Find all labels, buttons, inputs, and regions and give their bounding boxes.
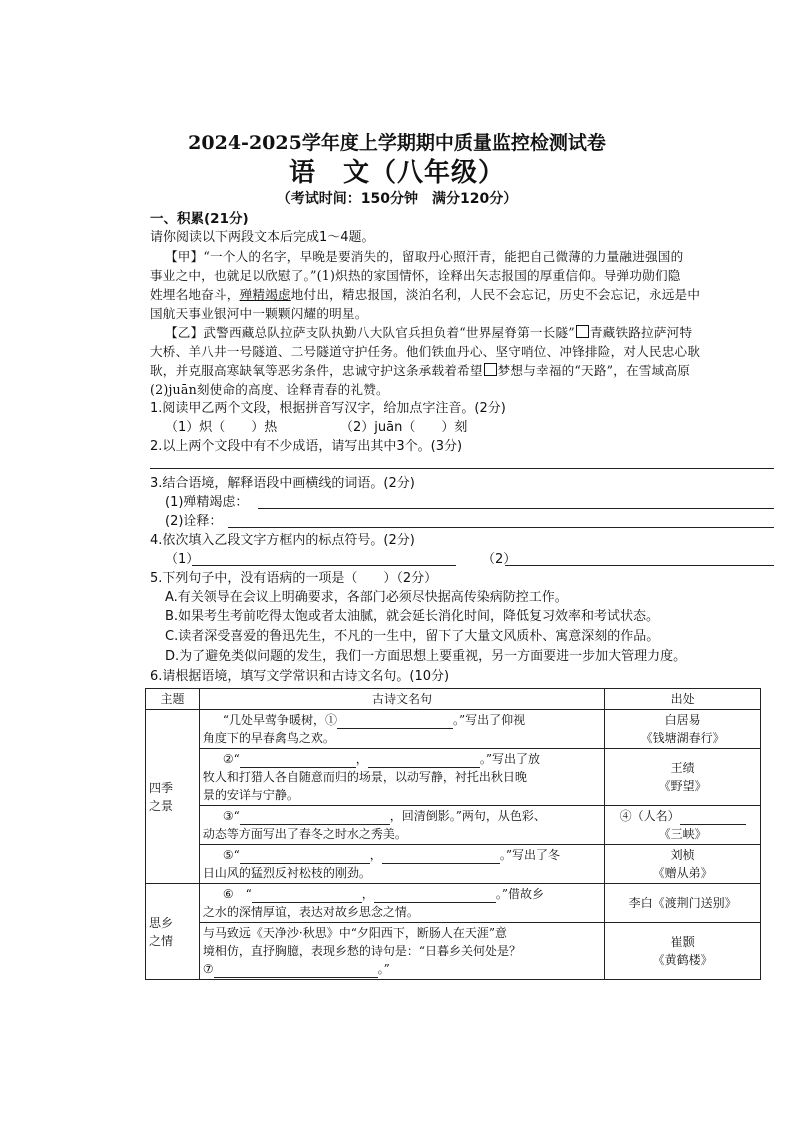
table-row bbox=[146, 710, 761, 749]
section-instruction: 请你阅读以下两段文本后完成1～4题。 bbox=[150, 230, 375, 245]
q5-option-d[interactable]: D.为了避免类似问题的发生，我们一方面思想上要重视，另一方面要进一步加大管理力度。 bbox=[165, 649, 687, 664]
table-row bbox=[146, 749, 761, 806]
poem-cell-4: ⑤“ ， 。”写出了冬 日山风的猛烈反衬松枝的刚劲。 bbox=[199, 845, 604, 884]
blank-4[interactable] bbox=[680, 811, 746, 825]
answer-line-q3a[interactable] bbox=[258, 508, 774, 509]
table-row bbox=[146, 806, 761, 845]
punctuation-box-1[interactable] bbox=[576, 325, 589, 338]
table-row bbox=[146, 884, 761, 923]
header-theme: 主题 bbox=[146, 689, 200, 710]
blank-3[interactable] bbox=[240, 811, 390, 825]
header-source: 出处 bbox=[605, 689, 761, 710]
poem-cell-3: ③“ ，回清倒影。”两句，从色彩、 动态等方面写出了春冬之时水之秀美。 bbox=[199, 806, 604, 845]
poem-cell-5: ⑥ “ ， 。”借故乡 之水的深情厚谊，表达对故乡思念之情。 bbox=[199, 884, 604, 923]
source-cell-5: 李白《渡荆门送别》 bbox=[605, 884, 761, 923]
q5-option-a[interactable]: A.有关领导在会议上明确要求，各部门必须尽快据高传染病防控工作。 bbox=[165, 590, 568, 605]
passage-jia-line3: 姓埋名地奋斗，殚精竭虑地付出，精忠报国，淡泊名利，人民不会忘记，历史不会忘记，永远是中 bbox=[150, 287, 701, 302]
section-heading: 一、积累(21分) bbox=[150, 211, 249, 227]
passage-jia-line4: 国航天事业银河中一颗颗闪耀的明星。 bbox=[150, 306, 368, 321]
answer-line-q4a[interactable] bbox=[192, 565, 456, 566]
question-3: 3.结合语境，解释语段中画横线的词语。(2分) bbox=[150, 476, 415, 491]
subject-title: 语 文（八年级） bbox=[288, 158, 505, 188]
blank-6a[interactable] bbox=[252, 889, 362, 903]
source-cell-6: 崔颢 《黄鹤楼》 bbox=[605, 923, 761, 980]
answer-line-q3b[interactable] bbox=[228, 527, 774, 528]
blank-5a[interactable] bbox=[240, 850, 370, 864]
answer-line-q2[interactable] bbox=[150, 468, 774, 469]
header-poem: 古诗文名句 bbox=[199, 689, 604, 710]
answer-line-q4b[interactable] bbox=[505, 565, 774, 566]
source-cell-2: 王绩 《野望》 bbox=[605, 749, 761, 806]
passage-yi-line2: 大桥、羊八井一号隧道、二号隧道守护任务。他们铁血丹心、坚守哨位、冲锋排险，对人民忠心耿 bbox=[150, 344, 701, 359]
passage-jia-line1: 【甲】“一个人的名字，早晚是要消失的，留取丹心照汗青，能把自己微薄的力量融进强国的 bbox=[165, 249, 684, 264]
q4-label-a: （1） bbox=[165, 552, 200, 567]
q3-term-a: (1)殚精竭虑： bbox=[165, 495, 249, 510]
blank-2a[interactable] bbox=[240, 754, 356, 768]
theme-cell-homesick: 思乡 之情 bbox=[146, 884, 200, 980]
q5-option-b[interactable]: B.如果考生考前吃得太饱或者太油腻，就会延长消化时间，降低复习效率和考试状态。 bbox=[165, 609, 660, 624]
question-2: 2.以上两个文段中有不少成语，请写出其中3个。(3分) bbox=[150, 439, 463, 454]
question-4: 4.依次填入乙段文字方框内的标点符号。(2分) bbox=[150, 533, 415, 548]
table-row bbox=[146, 923, 761, 980]
q3-term-b: (2)诠释： bbox=[165, 514, 223, 529]
q4-label-b: （2） bbox=[482, 552, 517, 567]
blank-1[interactable] bbox=[337, 715, 453, 729]
table-header-row bbox=[146, 689, 761, 710]
q1-blank-a[interactable]: （1）炽（ ）热 bbox=[165, 420, 278, 435]
q1-blank-b[interactable]: （2）juān（ ）刻 bbox=[340, 420, 468, 435]
passage-yi-line4: (2)juān刻使命的高度、诠释青春的礼赞。 bbox=[150, 382, 389, 397]
blank-5b[interactable] bbox=[382, 850, 500, 864]
poetry-table bbox=[145, 688, 761, 980]
source-cell-4: 刘桢 《赠从弟》 bbox=[605, 845, 761, 884]
source-cell-1: 白居易 《钱塘湖春行》 bbox=[605, 710, 761, 749]
table-row bbox=[146, 845, 761, 884]
passage-yi-line3: 耿，并克服高寒缺氧等恶劣条件，忠诚守护这条承载着希望 梦想与幸福的“天路”，在雪域高原 bbox=[150, 363, 691, 378]
passage-jia-line2: 事业之中，也就足以欣慰了。”(1)炽热的家国情怀，诠释出矢志报国的厚重信仰。导弹功勋们隐 bbox=[150, 268, 681, 283]
poem-cell-2: ②“ ， 。”写出了放 牧人和打猎人各自随意而归的场景，以动写静，衬托出秋日晚 景的安详与宁静。 bbox=[199, 749, 604, 806]
poem-cell-6: 与马致远《天净沙·秋思》中“夕阳西下，断肠人在天涯”意 境相仿，直抒胸臆，表现乡愁的诗句是：“日暮乡关何处是？ ⑦ 。” bbox=[199, 923, 604, 980]
exam-info: （考试时间：150分钟 满分120分） bbox=[276, 191, 518, 207]
blank-7[interactable] bbox=[214, 964, 378, 978]
exam-title: 2024-2025学年度上学期期中质量监控检测试卷 bbox=[188, 132, 606, 154]
theme-cell-seasons: 四季 之景 bbox=[146, 710, 200, 884]
q5-option-c[interactable]: C.读者深受喜爱的鲁迅先生，不凡的一生中，留下了大量文风质朴、寓意深刻的作品。 bbox=[165, 629, 660, 644]
passage-yi-line1: 【乙】武警西藏总队拉萨支队执勤八大队官兵担负着“世界屋脊第一长隧” 青藏铁路拉萨河特 bbox=[165, 325, 693, 340]
source-cell-3: ④（人名） 《三峡》 bbox=[605, 806, 761, 845]
blank-2b[interactable] bbox=[368, 754, 480, 768]
question-6: 6.请根据语境，填写文学常识和古诗文名句。(10分) bbox=[150, 669, 450, 684]
poem-cell-1: “几处早莺争暖树，① 。”写出了仰视 角度下的早春禽鸟之欢。 bbox=[199, 710, 604, 749]
question-1: 1.阅读甲乙两个文段，根据拼音写汉字，给加点字注音。(2分) bbox=[150, 401, 506, 416]
underlined-term-1: 殚精竭虑 bbox=[239, 287, 291, 302]
blank-6b[interactable] bbox=[374, 889, 496, 903]
punctuation-box-2[interactable] bbox=[484, 363, 497, 376]
question-5: 5.下列句子中，没有语病的一项是（ ）（2分） bbox=[150, 571, 438, 586]
